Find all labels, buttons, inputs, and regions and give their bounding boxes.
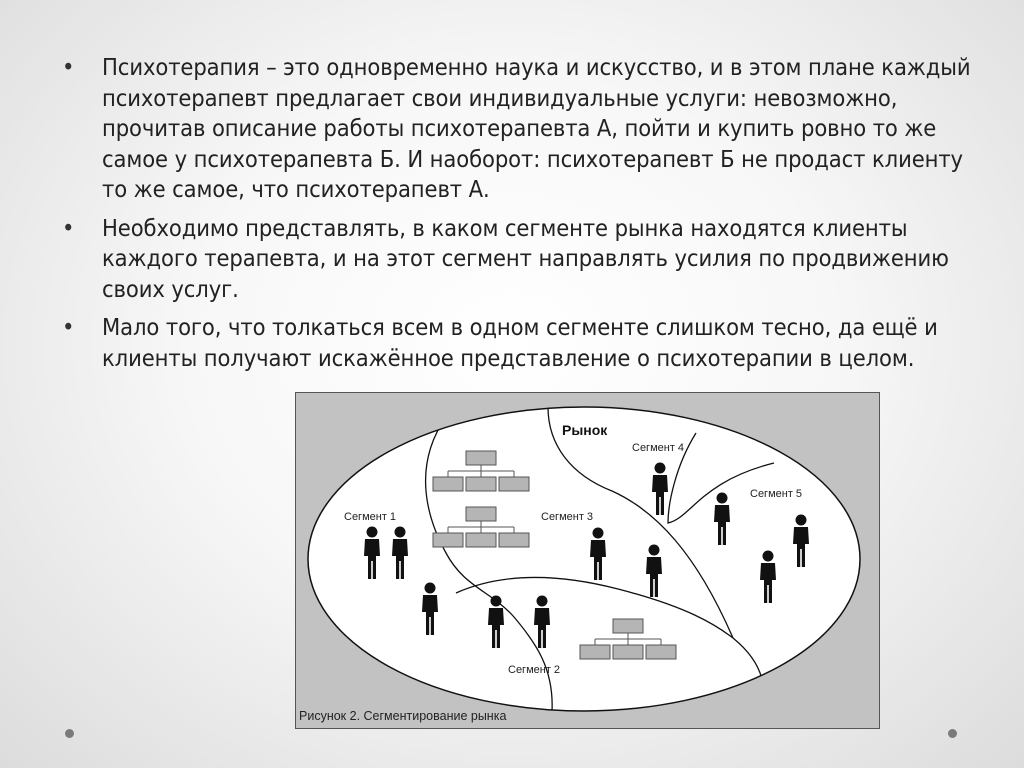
segment-label: Сегмент 4 [632,442,685,454]
slide-dot-left [65,729,74,738]
segment-label: Сегмент 1 [344,511,397,523]
bullet-item: • Необходимо представлять, в каком сегменте рынка находятся клиенты каждого терапевта, и на этот сегмент направлять усилия по продвижению своих услуг. [62,213,992,305]
bullet-list [62,52,992,381]
market-oval [308,407,860,711]
market-segmentation-figure [295,392,880,729]
segmentation-diagram [296,393,881,730]
figure-caption: Рисунок 2. Сегментирование рынка [299,709,507,723]
market-label: Рынок [562,422,608,438]
segment-label: Сегмент 5 [750,488,803,500]
slide-dot-right [948,729,957,738]
segment-label: Сегмент 2 [508,664,561,676]
bullet-item: • Мало того, что толкаться всем в одном сегменте слишком тесно, да ещё и клиенты получают искажённое представление о психотерапии в целом. [62,312,992,373]
bullet-item: • Психотерапия – это одновременно наука и искусство, и в этом плане каждый психотерапевт предлагает свои индивидуальные услуги: невозможно, прочитав описание работы психотерапевта А, пойти и купить ровно то же самое у психотерапевта Б. И наоборот: психотерапевт Б не продаст клиенту то же самое, что психотерапевт А. [62,52,992,205]
segment-label: Сегмент 3 [541,511,594,523]
